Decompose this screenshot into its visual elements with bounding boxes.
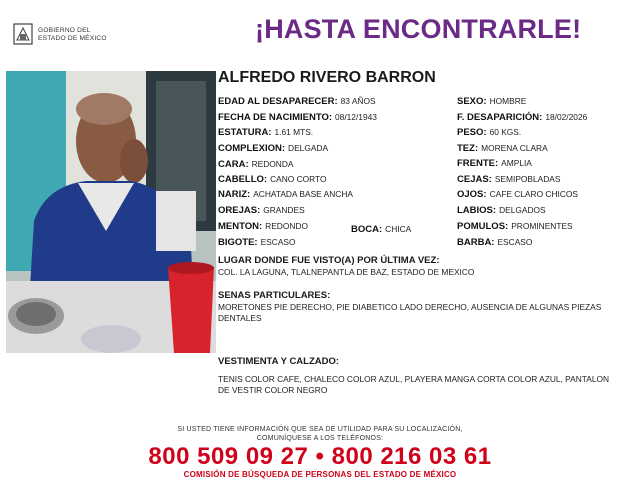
field-ojos-value: CAFE CLARO CHICOS [489,189,578,199]
field-menton [218,220,308,233]
field-cara [218,158,294,171]
field-pomulos-value: PROMINENTES [511,221,573,231]
field-desaparicion-label: F. DESAPARICIÓN: [457,112,543,123]
field-complexion-value: DELGADA [288,143,329,153]
field-cejas-label: CEJAS: [457,174,492,185]
field-nacimiento-value: 08/12/1943 [335,112,377,122]
field-barba-label: BARBA: [457,237,495,248]
field-cabello-label: CABELLO: [218,174,268,185]
field-labios [457,204,546,217]
field-boca [351,223,411,236]
field-nariz-value: ACHATADA BASE ANCHA [253,189,353,199]
field-peso [457,126,521,139]
field-ojos-label: OJOS: [457,189,487,200]
field-edad-value: 83 AÑOS [340,96,376,106]
vestimenta-title: VESTIMENTA Y CALZADO: [218,356,340,367]
field-frente-value: AMPLIA [501,158,532,168]
field-labios-label: LABIOS: [457,205,497,216]
field-labios-value: DELGADOS [499,205,546,215]
field-complexion-label: COMPLEXION: [218,143,286,154]
field-estatura-label: ESTATURA: [218,127,272,138]
phone-separator: • [315,443,325,470]
field-sexo [457,95,526,108]
commission-name: COMISIÓN DE BÚSQUEDA DE PERSONAS DEL ESTADO DE MÉXICO [183,470,457,479]
field-menton-label: MENTON: [218,221,263,232]
phone-2[interactable]: 800 216 03 61 [331,443,492,470]
field-cabello-value: CANO CORTO [270,174,327,184]
field-sexo-label: SEXO: [457,96,487,107]
field-boca-label: BOCA: [351,224,383,235]
field-boca-value: CHICA [385,224,412,234]
field-cabello [218,173,327,186]
field-bigote-label: BIGOTE: [218,237,258,248]
field-desaparicion-value: 18/02/2026 [545,112,588,122]
field-cejas-value: SEMIPOBLADAS [494,174,561,184]
field-desaparicion [457,111,587,124]
field-orejas [218,204,305,217]
field-bigote-value: ESCASO [260,237,296,247]
lugar-title: LUGAR DONDE FUE VISTO(A) POR ÚLTIMA VEZ: [218,255,440,266]
headline: ¡HASTA ENCONTRARLE! [255,14,582,44]
field-frente-label: FRENTE: [457,158,499,169]
field-nariz [218,188,353,201]
field-cara-value: REDONDA [251,159,294,169]
field-estatura [218,126,313,139]
field-tez-label: TEZ: [457,143,479,154]
phone-1[interactable]: 800 509 09 27 [148,443,309,470]
field-bigote [218,236,296,249]
field-barba [457,236,532,249]
field-frente [457,157,532,170]
field-tez [457,142,548,155]
state-crest-icon [12,22,34,46]
missing-person-photo [6,71,216,353]
senas-title: SENAS PARTICULARES: [218,290,331,301]
field-peso-label: PESO: [457,127,487,138]
logo-line-2: ESTADO DE MÉXICO [38,35,107,42]
field-complexion [218,142,328,155]
lugar-text: COL. LA LAGUNA, TLALNEPANTLA DE BAZ, ESTADO DE MEXICO [218,267,475,277]
person-name: ALFREDO RIVERO BARRON [218,69,436,86]
field-peso-value: 60 KGS. [489,127,522,137]
logo-line-1: GOBIERNO DEL [38,27,91,34]
field-cejas [457,173,560,186]
phone-numbers [0,443,640,471]
field-sexo-value: HOMBRE [489,96,527,106]
field-orejas-value: GRANDES [263,205,305,215]
field-ojos [457,188,578,201]
field-barba-value: ESCASO [497,237,533,247]
field-cara-label: CARA: [218,159,249,170]
field-edad [218,95,376,108]
senas-text: MORETONES PIE DERECHO, PIE DIABETICO LADO DERECHO, AUSENCIA DE ALGUNAS PIEZAS DENTALES [218,302,602,323]
field-orejas-label: OREJAS: [218,205,261,216]
field-estatura-value: 1.61 MTS. [274,127,314,137]
contact-info-line-2: COMUNÍQUESE A LOS TELÉFONOS: [256,435,384,442]
field-pomulos-label: POMULOS: [457,221,509,232]
state-government-logo [12,22,122,48]
field-pomulos [457,220,573,233]
field-tez-value: MORENA CLARA [481,143,548,153]
field-nariz-label: NARIZ: [218,189,251,200]
contact-info-line-1: SI USTED TIENE INFORMACIÓN QUE SEA DE UTILIDAD PARA SU LOCALIZACIÓN, [177,426,463,433]
vestimenta-text: TENIS COLOR CAFE, CHALECO COLOR AZUL, PLAYERA MANGA CORTA COLOR AZUL, PANTALON DE VESTIR COLOR NEGRO [218,374,610,395]
field-menton-value: REDONDO [265,221,308,231]
field-nacimiento-label: FECHA DE NACIMIENTO: [218,112,332,123]
field-edad-label: EDAD AL DESAPARECER: [218,96,338,107]
field-nacimiento [218,111,377,124]
